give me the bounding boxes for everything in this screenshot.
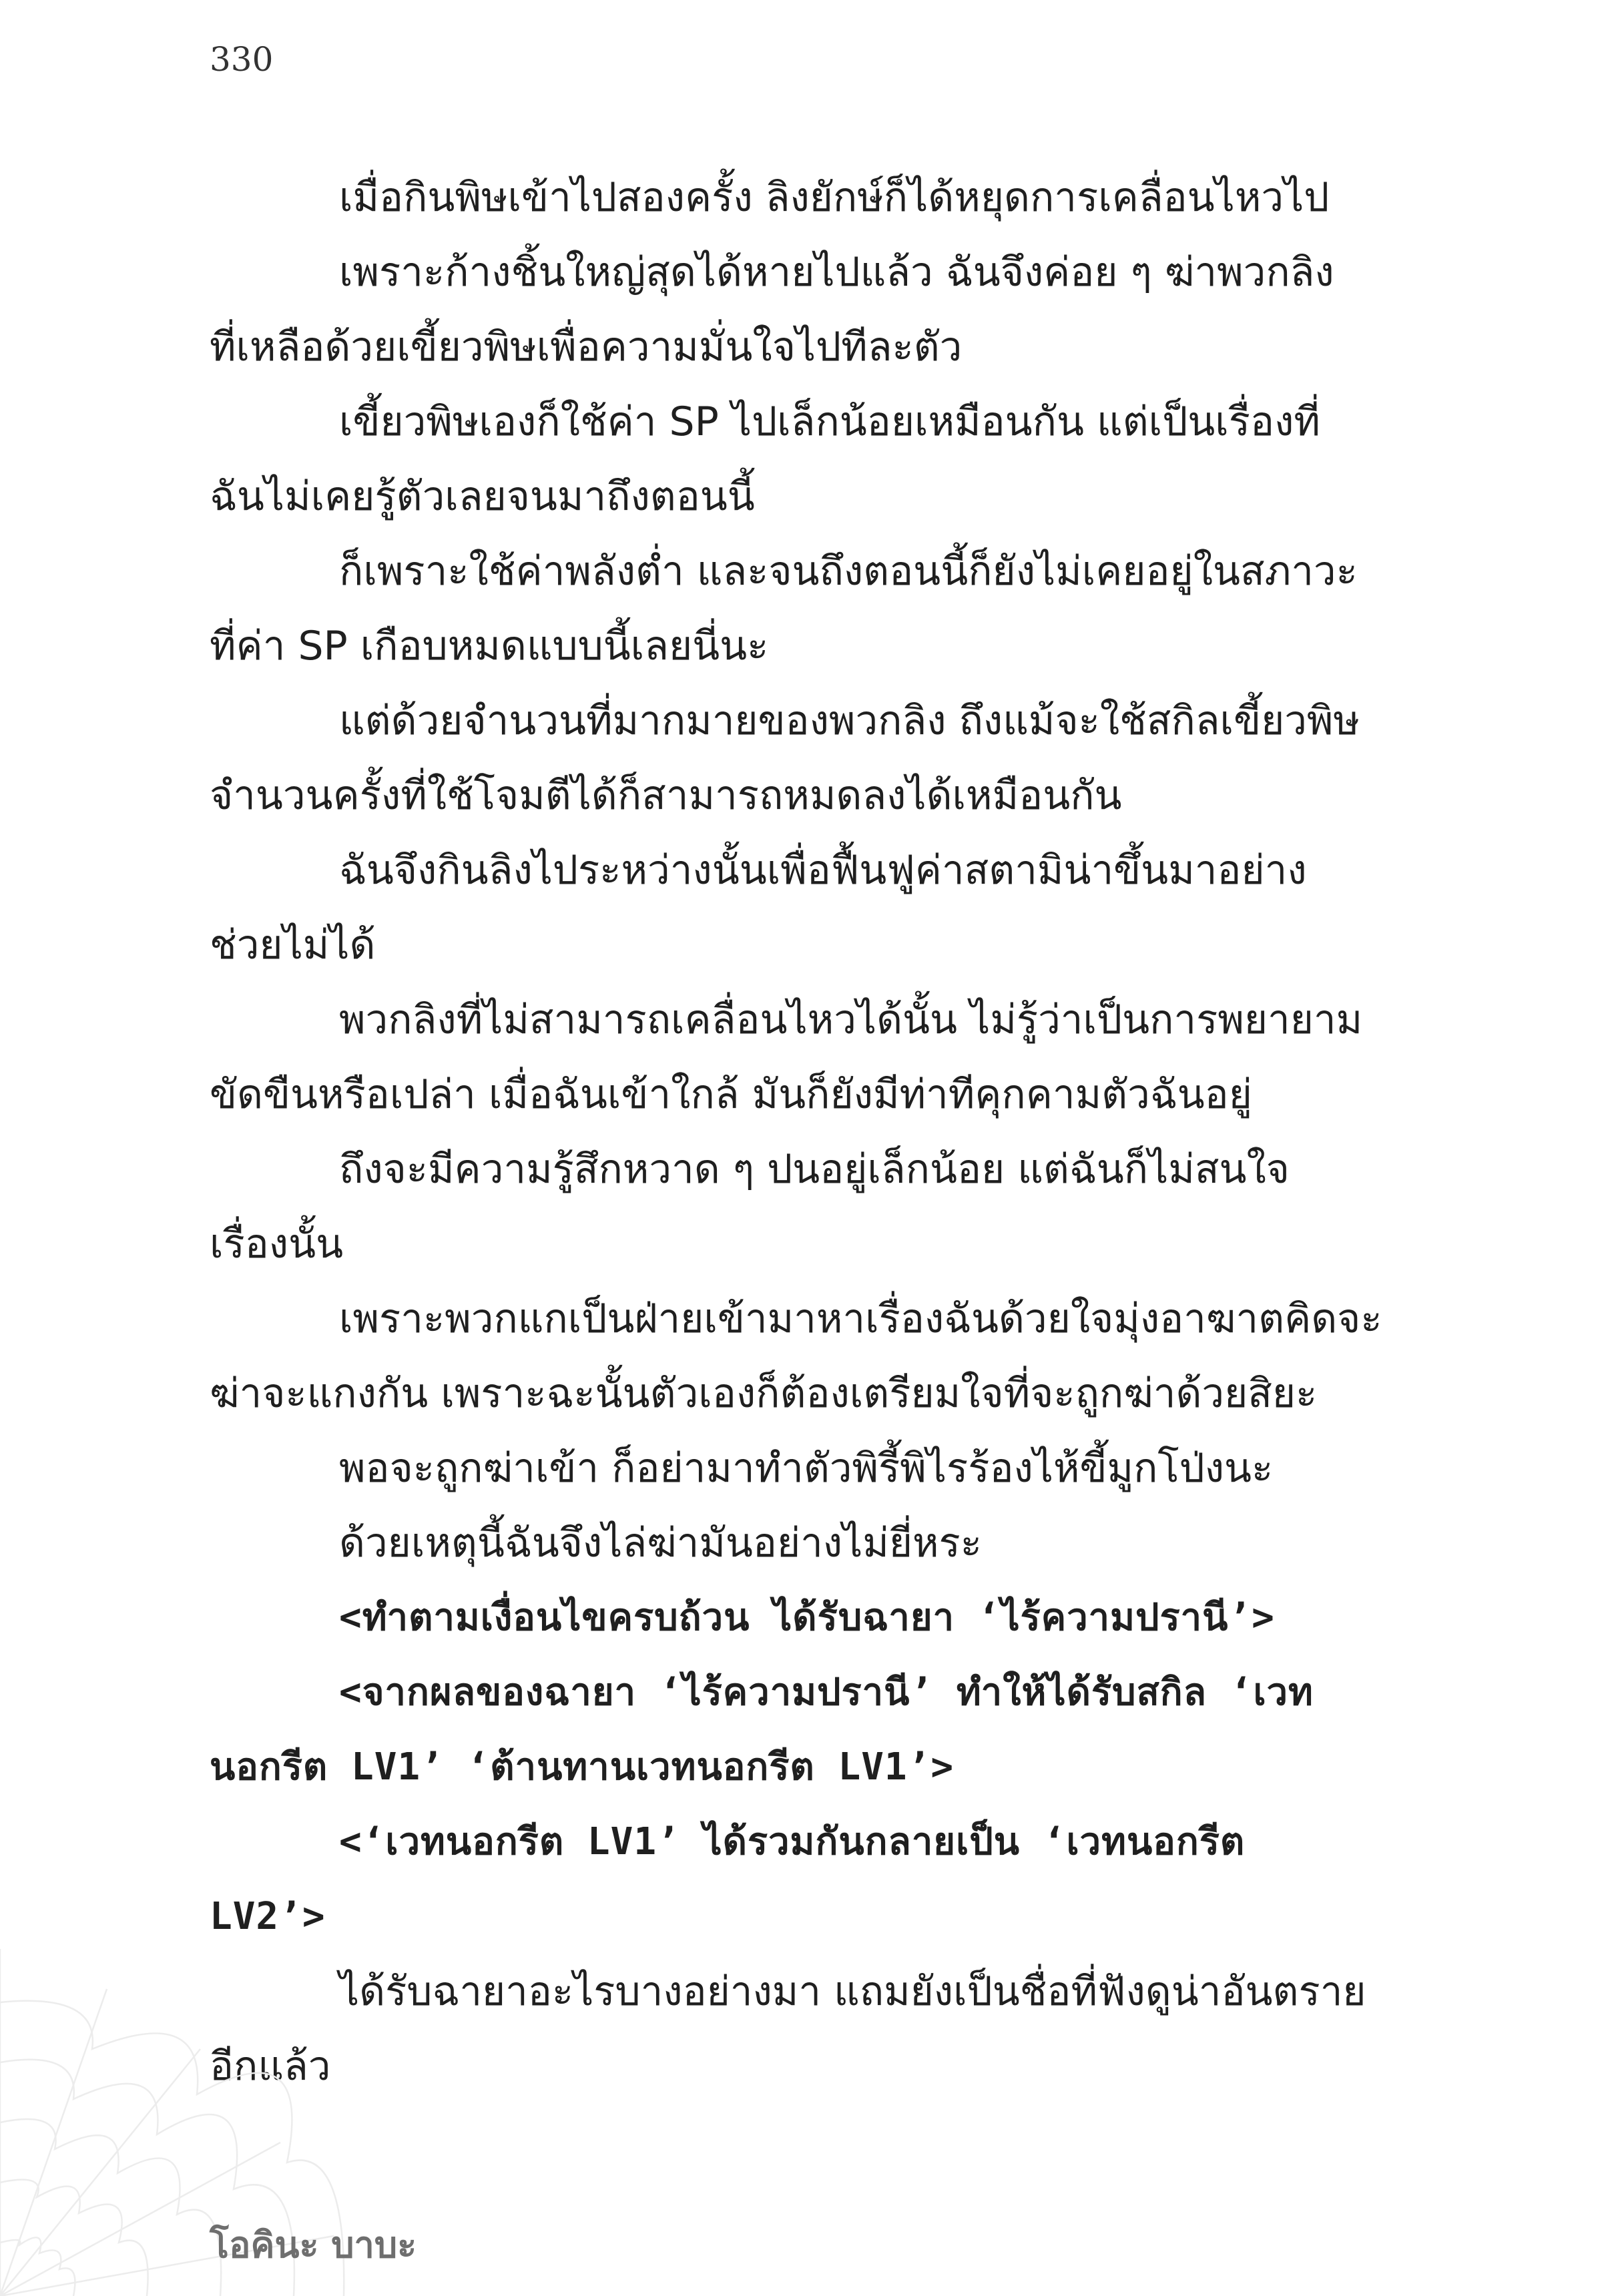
text-line: แต่ด้วยจำนวนที่มากมายของพวกลิง ถึงแม้จะใช้สกิลเขี้ยวพิษ (339, 697, 1360, 744)
page-number: 330 (210, 40, 274, 79)
system-message-line: <‘เวทนอกรีต LV1’ ได้รวมกันกลายเป็น ‘เวทนอกรีต (339, 1820, 1246, 1863)
text-line: จำนวนครั้งที่ใช้โจมตีได้ก็สามารถหมดลงได้เหมือนกัน (210, 772, 1122, 819)
text-line: ได้รับฉายาอะไรบางอย่างมา แถมยังเป็นชื่อที่ฟังดูน่าอันตราย (339, 1968, 1366, 2015)
text-line: เมื่อกินพิษเข้าไปสองครั้ง ลิงยักษ์ก็ได้หยุดการเคลื่อนไหวไป (339, 174, 1330, 221)
system-message-line: <ทำตามเงื่อนไขครบถ้วน ได้รับฉายา ‘ไร้ความปรานี’> (339, 1596, 1275, 1639)
text-line: พอจะถูกฆ่าเข้า ก็อย่ามาทำตัวพิรี้พิไรร้องไห้ขี้มูกโป่งนะ (339, 1445, 1274, 1492)
text-line: เรื่องนั้น (210, 1221, 344, 1267)
text-line: ฉันจึงกินลิงไประหว่างนั้นเพื่อฟื้นฟูค่าสตามิน่าขึ้นมาอย่าง (339, 847, 1307, 894)
text-line: ฉันไม่เคยรู้ตัวเลยจนมาถึงตอนนี้ (210, 473, 755, 520)
text-line: อีกแล้ว (210, 2043, 331, 2090)
text-line: ฆ่าจะแกงกัน เพราะฉะนั้นตัวเองก็ต้องเตรียมใจที่จะถูกฆ่าด้วยสิยะ (210, 1370, 1318, 1417)
text-line: ด้วยเหตุนี้ฉันจึงไล่ฆ่ามันอย่างไม่ยี่หระ (339, 1520, 982, 1566)
text-line: เขี้ยวพิษเองก็ใช้ค่า SP ไปเล็กน้อยเหมือนกัน แต่เป็นเรื่องที่ (339, 398, 1320, 445)
system-message-line: LV2’> (210, 1895, 326, 1938)
system-message-line: นอกรีต LV1’ ‘ต้านทานเวทนอกรีต LV1’> (210, 1745, 955, 1789)
text-line: เพราะก้างชิ้นใหญ่สุดได้หายไปแล้ว ฉันจึงค่อย ๆ ฆ่าพวกลิง (339, 249, 1334, 296)
text-line: ช่วยไม่ได้ (210, 922, 376, 968)
text-line: ก็เพราะใช้ค่าพลังต่ำ และจนถึงตอนนี้ก็ยังไม่เคยอยู่ในสภาวะ (339, 548, 1358, 595)
text-line: ขัดขืนหรือเปล่า เมื่อฉันเข้าใกล้ มันก็ยังมีท่าทีคุกคามตัวฉันอยู่ (210, 1071, 1252, 1118)
footer-brand: โอคินะ บาบะ (210, 2224, 417, 2266)
text-line: พวกลิงที่ไม่สามารถเคลื่อนไหวได้นั้น ไม่รู้ว่าเป็นการพยายาม (339, 996, 1363, 1043)
body-text (210, 160, 1391, 2104)
text-line: ที่ค่า SP เกือบหมดแบบนี้เลยนี่นะ (210, 623, 769, 669)
text-line: ถึงจะมีความรู้สึกหวาด ๆ ปนอยู่เล็กน้อย แต่ฉันก็ไม่สนใจ (339, 1146, 1290, 1193)
system-message-line: <จากผลของฉายา ‘ไร้ความปรานี’ ทำให้ได้รับสกิล ‘เวท (339, 1671, 1314, 1714)
text-line: ที่เหลือด้วยเขี้ยวพิษเพื่อความมั่นใจไปทีละตัว (210, 324, 963, 370)
text-line: เพราะพวกแกเป็นฝ่ายเข้ามาหาเรื่องฉันด้วยใจมุ่งอาฆาตคิดจะ (339, 1296, 1382, 1342)
